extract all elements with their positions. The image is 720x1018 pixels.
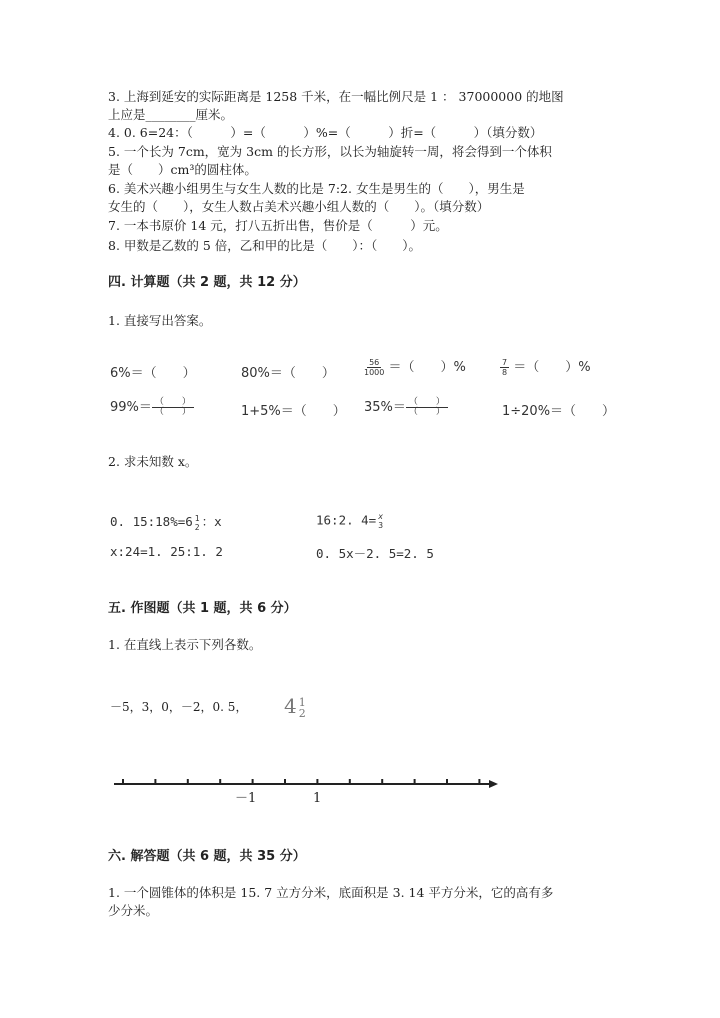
calc-6pct: 6%＝（ ） (110, 366, 196, 381)
denominator: （ ） (408, 407, 445, 417)
fraction (500, 358, 509, 377)
number-line (0, 760, 720, 810)
question-3-line1: 3. 上海到延安的实际距离是 1258 千米，在一幅比例尺是 1 ： 37000000 的地图 (108, 89, 564, 104)
calc-99pct (110, 396, 194, 417)
calc-7-8 (500, 356, 591, 377)
calc-35pct (364, 396, 448, 417)
numerator: 1 (194, 513, 200, 523)
section-4-q2: 2. 求未知数 x。 (108, 454, 198, 469)
calc-expr: ＝（ ）% (513, 360, 591, 375)
denominator: 2 (194, 522, 200, 532)
equation-1 (110, 512, 222, 532)
section-6-q1-line1: 1. 一个圆锥体的体积是 15. 7 立方分米，底面积是 3. 14 平方分米，它的高有多 (108, 885, 554, 900)
mixed-whole: 4 (284, 694, 297, 718)
equation-4: 0. 5x－2. 5=2. 5 (316, 546, 434, 561)
question-5-line1: 5. 一个长为 7cm，宽为 3cm 的长方形，以长为轴旋转一周，将会得到一个体积 (108, 144, 552, 159)
fraction (193, 514, 202, 532)
question-6-line2: 女生的（ ），女生人数占美术兴趣小组人数的（ ）。（填分数） (108, 199, 490, 214)
question-3-line2: 上应是________厘米。 (108, 107, 234, 122)
question-8: 8. 甲数是乙数的 5 倍，乙和甲的比是（ ）：（ ）。 (108, 238, 422, 253)
denominator: 3 (378, 521, 384, 530)
section-4-q1: 1. 直接写出答案。 (108, 313, 212, 328)
section-5-title: 五. 作图题（共 1 题，共 6 分） (108, 601, 297, 616)
question-6-line1: 6. 美术兴趣小组男生与女生人数的比是 7:2. 女生是男生的（ ），男生是 (108, 181, 525, 196)
calc-1plus5pct: 1+5%＝（ ） (241, 404, 346, 419)
axis-label-1: 1 (313, 791, 322, 806)
numerator: 7 (502, 358, 508, 367)
calc-1div20pct: 1÷20%＝（ ） (502, 404, 616, 419)
denominator: 2 (298, 706, 306, 720)
axis-label-neg1: －1 (235, 791, 257, 806)
fraction (297, 697, 308, 719)
numerator: （ ） (152, 398, 194, 408)
calc-expr: 35%＝ (364, 400, 406, 415)
question-4: 4. 0. 6=24：（ ）=（ ）%=（ ）折=（ ）（填分数） (108, 125, 543, 140)
numbers-list: －5，3，0，－2，0. 5， (110, 700, 248, 714)
blank-fraction (152, 398, 194, 417)
calc-56-1000 (364, 356, 466, 377)
eq-part: 16:2. 4= (316, 512, 377, 528)
section-4-title: 四. 计算题（共 2 题，共 12 分） (108, 275, 306, 290)
denominator: 1000 (364, 368, 385, 377)
numerator: 1 (298, 695, 306, 709)
equation-2 (316, 512, 385, 530)
blank-fraction (406, 398, 448, 417)
calc-expr: ＝（ ）% (388, 360, 466, 375)
calc-expr: 99%＝ (110, 400, 152, 415)
mixed-number (284, 694, 308, 719)
question-5-line2: 是（ ）cm³的圆柱体。 (108, 162, 257, 177)
equation-3: x:24=1. 25:1. 2 (110, 544, 223, 559)
numerator: 56 (369, 358, 380, 367)
denominator: 8 (502, 368, 508, 377)
fraction (364, 358, 384, 377)
eq-part: 0. 15:18%=6 (110, 514, 193, 529)
axis-arrow (489, 780, 498, 788)
section-5-q1: 1. 在直线上表示下列各数。 (108, 637, 262, 652)
section-6-title: 六. 解答题（共 6 题，共 35 分） (108, 849, 306, 864)
fraction (376, 512, 385, 530)
numerator: x (378, 512, 384, 521)
denominator: （ ） (154, 407, 191, 417)
numerator: （ ） (406, 398, 448, 408)
question-7: 7. 一本书原价 14 元，打八五折出售，售价是（ ）元。 (108, 218, 448, 233)
eq-part: ：x (201, 514, 222, 529)
calc-80pct: 80%＝（ ） (241, 366, 335, 381)
section-6-q1-line2: 少分米。 (108, 903, 159, 918)
